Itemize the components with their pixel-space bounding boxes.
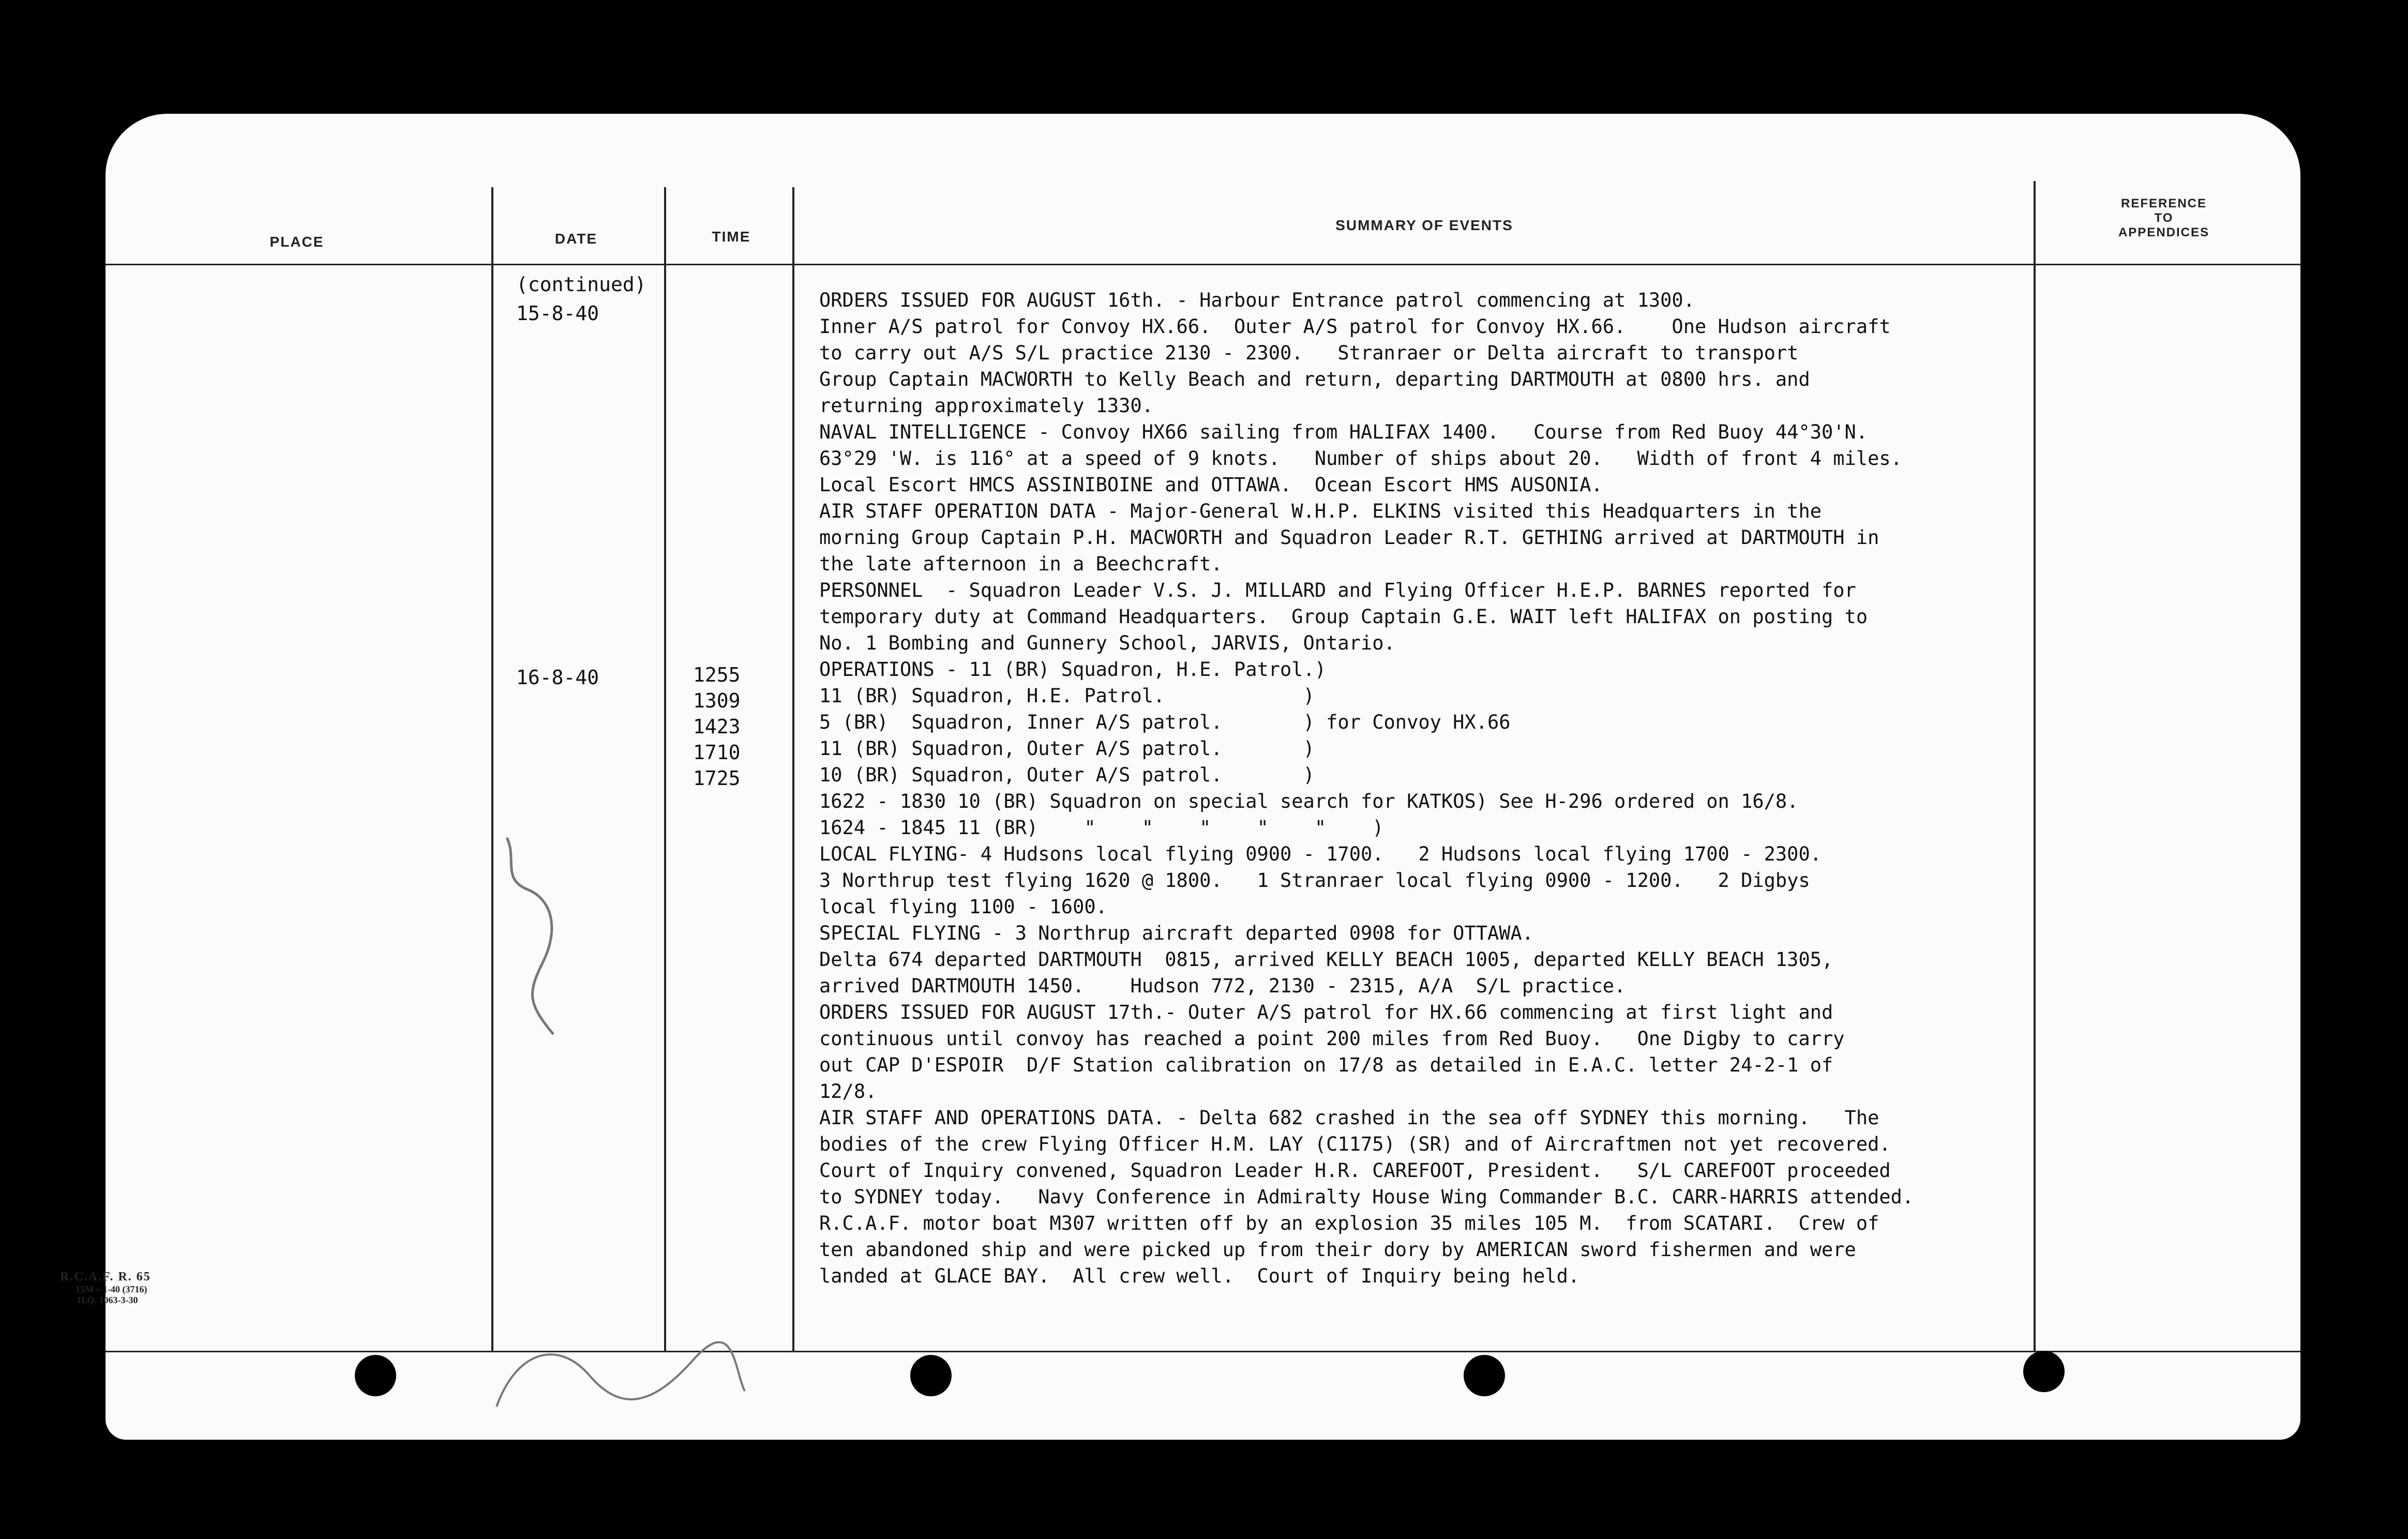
time-entry: 1710 (693, 741, 741, 764)
summary-line: bodies of the crew Flying Officer H.M. LAY (C1175) (SR) and of Aircraftmen not yet recovered. (819, 1133, 1891, 1155)
summary-line: 11 (BR) Squadron, H.E. Patrol. ) (819, 685, 1315, 707)
summary-line: returning approximately 1330. (819, 395, 1154, 417)
summary-line: Court of Inquiry convened, Squadron Leader H.R. CAREFOOT, President. S/L CAREFOOT proceeded (819, 1159, 1891, 1182)
summary-line: 1624 - 1845 11 (BR) " " " " " ) (819, 817, 1384, 839)
summary-line: LOCAL FLYING- 4 Hudsons local flying 0900 - 1700. 2 Hudsons local flying 1700 - 2300. (819, 843, 1822, 865)
header-place: PLACE (269, 234, 324, 250)
summary-line: continuous until convoy has reached a point 200 miles from Red Buoy. One Digby to carry (819, 1028, 1845, 1050)
rule-date-time (664, 187, 666, 1352)
header-summary: SUMMARY OF EVENTS (1335, 217, 1513, 233)
pencil-scribble-bottom (486, 1329, 755, 1432)
pencil-scribble (496, 827, 600, 1045)
time-entry: 1725 (693, 767, 741, 790)
summary-line: 12/8. (819, 1080, 877, 1103)
summary-line: Local Escort HMCS ASSINIBOINE and OTTAWA. Ocean Escort HMS AUSONIA. (819, 474, 1603, 496)
time-column (693, 662, 741, 791)
summary-line: Inner A/S patrol for Convoy HX.66. Outer A/S patrol for Convoy HX.66. One Hudson aircraft (819, 315, 1891, 338)
summary-line: 11 (BR) Squadron, Outer A/S patrol. ) (819, 737, 1315, 760)
summary-line: to carry out A/S S/L practice 2130 - 2300. Stranraer or Delta aircraft to transport (819, 342, 1799, 364)
date-16-8-40: 16-8-40 (516, 666, 599, 689)
summary-line: Delta 674 departed DARTMOUTH 0815, arrived KELLY BEACH 1005, departed KELLY BEACH 1305, (819, 948, 1833, 971)
rule-place-date (491, 187, 493, 1352)
summary-line: the late afternoon in a Beechcraft. (819, 553, 1223, 575)
binder-hole (2023, 1351, 2065, 1392)
form-ref-line2: 15M—1-40 (3716) (76, 1284, 147, 1294)
summary-line: NAVAL INTELLIGENCE - Convoy HX66 sailing from HALIFAX 1400. Course from Red Buoy 44°30'N. (819, 421, 1868, 443)
summary-line: temporary duty at Command Headquarters. Group Captain G.E. WAIT left HALIFAX on posting to (819, 606, 1868, 628)
header-reference-line2: TO (2154, 211, 2174, 225)
summary-line: to SYDNEY today. Navy Conference in Admiralty House Wing Commander B.C. CARR-HARRIS attended. (819, 1186, 1914, 1208)
time-entry: 1423 (693, 715, 741, 738)
summary-line: ten abandoned ship and were picked up from their dory by AMERICAN sword fishermen and were (819, 1239, 1856, 1261)
binder-hole (355, 1355, 396, 1396)
rule-footer (106, 1351, 2300, 1352)
summary-line: 1622 - 1830 10 (BR) Squadron on special search for KATKOS) See H-296 ordered on 16/8. (819, 790, 1799, 812)
rule-time-summary (792, 187, 794, 1352)
summary-line: No. 1 Bombing and Gunnery School, JARVIS, Ontario. (819, 632, 1395, 654)
header-reference-line1: REFERENCE (2120, 197, 2207, 210)
summary-line: out CAP D'ESPOIR D/F Station calibration on 17/8 as detailed in E.A.C. letter 24-2-1 of (819, 1054, 1833, 1076)
summary-of-events (819, 287, 2060, 1289)
time-entry: 1255 (693, 663, 741, 686)
rule-header-bottom (106, 264, 2300, 265)
summary-line: ORDERS ISSUED FOR AUGUST 17th.- Outer A/S patrol for HX.66 commencing at first light and (819, 1001, 1833, 1023)
summary-line: morning Group Captain P.H. MACWORTH and Squadron Leader R.T. GETHING arrived at DARTMOUTH in (819, 526, 1879, 549)
summary-line: SPECIAL FLYING - 3 Northrup aircraft departed 0908 for OTTAWA. (819, 922, 1534, 944)
summary-line: R.C.A.F. motor boat M307 written off by an explosion 35 miles 105 M. from SCATARI. Crew of (819, 1212, 1879, 1234)
summary-line: arrived DARTMOUTH 1450. Hudson 772, 2130 - 2315, A/A S/L practice. (819, 975, 1626, 997)
summary-line: PERSONNEL - Squadron Leader V.S. J. MILLARD and Flying Officer H.E.P. BARNES reported for (819, 579, 1856, 601)
summary-line: landed at GLACE BAY. All crew well. Court of Inquiry being held. (819, 1265, 1580, 1287)
summary-line: Group Captain MACWORTH to Kelly Beach and return, departing DARTMOUTH at 0800 hrs. and (819, 368, 1810, 390)
summary-line: OPERATIONS - 11 (BR) Squadron, H.E. Patrol.) (819, 658, 1327, 681)
header-time: TIME (712, 229, 751, 245)
summary-line: 5 (BR) Squadron, Inner A/S patrol. ) for Convoy HX.66 (819, 711, 1511, 733)
header-date: DATE (554, 231, 598, 247)
binder-hole (1464, 1355, 1505, 1396)
summary-line: 10 (BR) Squadron, Outer A/S patrol. ) (819, 764, 1315, 786)
summary-line: AIR STAFF AND OPERATIONS DATA. - Delta 682 crashed in the sea off SYDNEY this morning. The (819, 1107, 1879, 1129)
summary-line: ORDERS ISSUED FOR AUGUST 16th. - Harbour Entrance patrol commencing at 1300. (819, 289, 1695, 311)
summary-line: AIR STAFF OPERATION DATA - Major-General W.H.P. ELKINS visited this Headquarters in the (819, 500, 1822, 522)
header-reference-line3: APPENDICES (2118, 225, 2210, 239)
binder-hole (910, 1355, 952, 1396)
summary-line: 63°29 'W. is 116° at a speed of 9 knots. Number of ships about 20. Width of front 4 miles. (819, 447, 1902, 470)
form-ref-line3: H.Q. 1063-3-30 (78, 1295, 138, 1305)
header-reference (2071, 197, 2257, 240)
summary-line: 3 Northrup test flying 1620 @ 1800. 1 Stranraer local flying 0900 - 1200. 2 Digbys (819, 869, 1810, 892)
form-reference (60, 1270, 151, 1306)
time-entry: 1309 (693, 689, 741, 712)
date-continued: (continued) (516, 273, 646, 296)
summary-line: local flying 1100 - 1600. (819, 896, 1107, 918)
date-15-8-40: 15-8-40 (516, 302, 599, 325)
form-ref-line1: R.C.A.F. R. 65 (60, 1270, 151, 1284)
